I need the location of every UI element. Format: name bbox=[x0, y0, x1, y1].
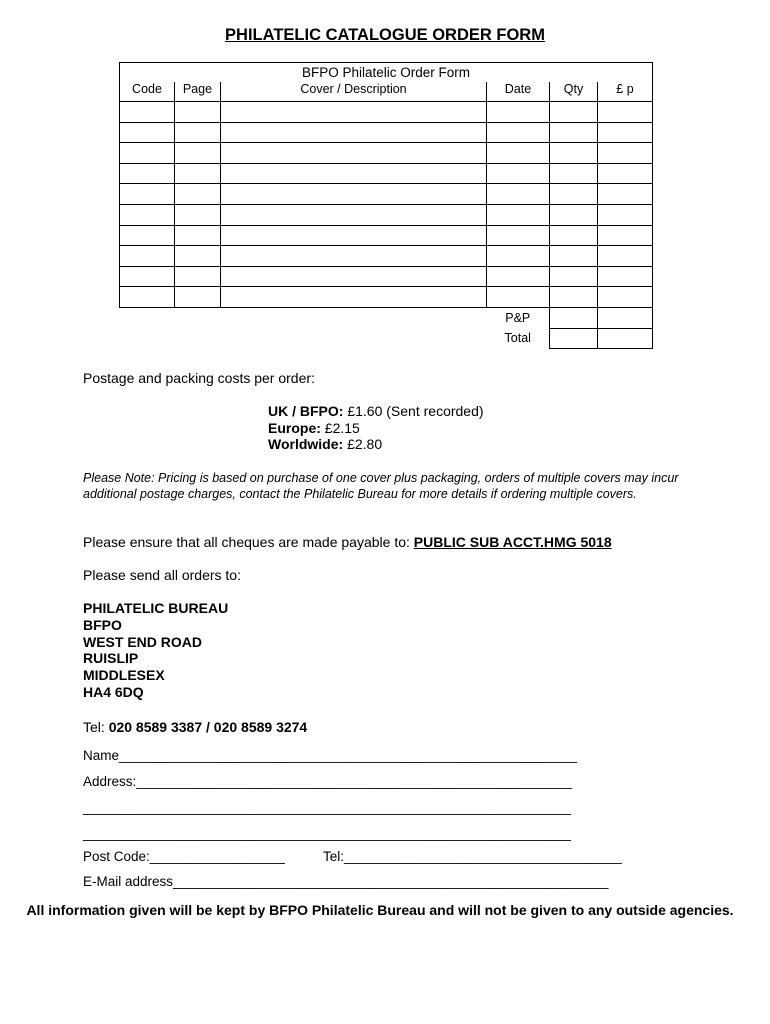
page-cell[interactable] bbox=[175, 184, 221, 205]
tel-numbers: 020 8589 3387 / 020 8589 3274 bbox=[108, 719, 308, 735]
address-line: MIDDLESEX bbox=[83, 667, 165, 684]
qty-cell[interactable] bbox=[550, 163, 598, 184]
pp-price-cell[interactable] bbox=[598, 307, 653, 328]
table-row bbox=[120, 184, 653, 205]
uk-value: £1.60 (Sent recorded) bbox=[347, 403, 484, 419]
table-row bbox=[120, 246, 653, 267]
qty-cell[interactable] bbox=[550, 287, 598, 308]
price-cell[interactable] bbox=[598, 225, 653, 246]
table-row bbox=[120, 287, 653, 308]
date-cell[interactable] bbox=[487, 143, 550, 164]
description-cell[interactable] bbox=[221, 266, 487, 287]
code-cell[interactable] bbox=[120, 266, 175, 287]
page-cell[interactable] bbox=[175, 163, 221, 184]
postcode-field[interactable]: Post Code:__________________ bbox=[83, 849, 285, 864]
description-cell[interactable] bbox=[221, 225, 487, 246]
page-cell[interactable] bbox=[175, 122, 221, 143]
worldwide-value: £2.80 bbox=[347, 436, 383, 453]
description-cell[interactable] bbox=[221, 122, 487, 143]
col-header-description: Cover / Description bbox=[221, 82, 487, 102]
qty-cell[interactable] bbox=[550, 143, 598, 164]
qty-cell[interactable] bbox=[550, 204, 598, 225]
form-title: PHILATELIC CATALOGUE ORDER FORM bbox=[225, 26, 545, 44]
code-cell[interactable] bbox=[120, 143, 175, 164]
address-line-2-field[interactable]: _________________________________________________________________ bbox=[83, 800, 572, 815]
date-cell[interactable] bbox=[487, 266, 550, 287]
price-cell[interactable] bbox=[598, 204, 653, 225]
date-cell[interactable] bbox=[487, 163, 550, 184]
price-cell[interactable] bbox=[598, 102, 653, 123]
col-header-date: Date bbox=[487, 82, 550, 102]
code-cell[interactable] bbox=[120, 246, 175, 267]
europe-value: £2.15 bbox=[324, 419, 360, 436]
col-header-code: Code bbox=[120, 82, 175, 102]
page-cell[interactable] bbox=[175, 225, 221, 246]
price-cell[interactable] bbox=[598, 266, 653, 287]
order-table bbox=[119, 62, 653, 349]
col-header-page: Page bbox=[175, 82, 221, 102]
total-label: Total bbox=[504, 331, 531, 346]
tel-field[interactable]: Tel:_____________________________________ bbox=[323, 849, 622, 864]
address-field[interactable]: Address:__________________________________________________________ bbox=[83, 774, 572, 789]
email-field[interactable]: E-Mail address__________________________________________________________ bbox=[83, 874, 609, 889]
address-line: PHILATELIC BUREAU bbox=[83, 600, 229, 616]
table-row bbox=[120, 122, 653, 143]
send-orders-text: Please send all orders to: bbox=[83, 567, 241, 583]
date-cell[interactable] bbox=[487, 122, 550, 143]
code-cell[interactable] bbox=[120, 204, 175, 225]
description-cell[interactable] bbox=[221, 102, 487, 123]
uk-label: UK / BFPO: bbox=[268, 403, 344, 419]
page-cell[interactable] bbox=[175, 266, 221, 287]
cheques-text: Please ensure that all cheques are made payable to: bbox=[83, 534, 414, 550]
address-line: HA4 6DQ bbox=[83, 683, 144, 700]
telephone-line bbox=[83, 719, 307, 735]
price-cell[interactable] bbox=[598, 184, 653, 205]
qty-cell[interactable] bbox=[550, 225, 598, 246]
table-row bbox=[120, 102, 653, 123]
code-cell[interactable] bbox=[120, 184, 175, 205]
price-cell[interactable] bbox=[598, 143, 653, 164]
postage-costs bbox=[268, 403, 484, 453]
page-cell[interactable] bbox=[175, 204, 221, 225]
qty-cell[interactable] bbox=[550, 102, 598, 123]
date-cell[interactable] bbox=[487, 225, 550, 246]
tel-label: Tel: bbox=[83, 719, 109, 735]
order-rows bbox=[120, 102, 653, 308]
description-cell[interactable] bbox=[221, 287, 487, 308]
table-row bbox=[120, 225, 653, 246]
bureau-address bbox=[83, 600, 228, 701]
description-cell[interactable] bbox=[221, 204, 487, 225]
code-cell[interactable] bbox=[120, 122, 175, 143]
code-cell[interactable] bbox=[120, 287, 175, 308]
pp-qty-cell[interactable] bbox=[550, 307, 598, 328]
address-line: RUISLIP bbox=[83, 650, 139, 667]
code-cell[interactable] bbox=[120, 102, 175, 123]
table-row bbox=[120, 163, 653, 184]
table-row bbox=[120, 266, 653, 287]
address-line: BFPO bbox=[83, 616, 122, 633]
col-header-price: £ p bbox=[598, 82, 653, 102]
qty-cell[interactable] bbox=[550, 122, 598, 143]
description-cell[interactable] bbox=[221, 143, 487, 164]
cheques-line bbox=[83, 534, 612, 550]
table-caption: BFPO Philatelic Order Form bbox=[120, 63, 653, 83]
pricing-note: Please Note: Pricing is based on purchase of one cover plus packaging, orders of multiple covers may incur additional postage charges, contact the Philatelic Bureau for more details if ordering multiple covers. bbox=[83, 471, 679, 501]
date-cell[interactable] bbox=[487, 204, 550, 225]
table-row bbox=[120, 204, 653, 225]
price-cell[interactable] bbox=[598, 246, 653, 267]
qty-cell[interactable] bbox=[550, 266, 598, 287]
page-cell[interactable] bbox=[175, 246, 221, 267]
address-line-3-field[interactable]: _________________________________________________________________ bbox=[83, 826, 572, 841]
code-cell[interactable] bbox=[120, 163, 175, 184]
page-cell[interactable] bbox=[175, 102, 221, 123]
postage-heading: Postage and packing costs per order: bbox=[83, 370, 315, 386]
worldwide-label: Worldwide: bbox=[268, 436, 344, 453]
date-cell[interactable] bbox=[487, 287, 550, 308]
cheques-payee: PUBLIC SUB ACCT.HMG 5018 bbox=[413, 534, 612, 550]
total-qty-cell[interactable] bbox=[550, 328, 598, 349]
description-cell[interactable] bbox=[221, 246, 487, 267]
price-cell[interactable] bbox=[598, 122, 653, 143]
price-cell[interactable] bbox=[598, 287, 653, 308]
page-cell[interactable] bbox=[175, 143, 221, 164]
table-row bbox=[120, 143, 653, 164]
europe-label: Europe: bbox=[268, 419, 321, 436]
qty-cell[interactable] bbox=[550, 184, 598, 205]
date-cell[interactable] bbox=[487, 246, 550, 267]
date-cell[interactable] bbox=[487, 184, 550, 205]
code-cell[interactable] bbox=[120, 225, 175, 246]
date-cell[interactable] bbox=[487, 102, 550, 123]
page-cell[interactable] bbox=[175, 287, 221, 308]
qty-cell[interactable] bbox=[550, 246, 598, 267]
description-cell[interactable] bbox=[221, 184, 487, 205]
description-cell[interactable] bbox=[221, 163, 487, 184]
name-field[interactable]: Name_____________________________________________________________ bbox=[83, 748, 578, 763]
col-header-qty: Qty bbox=[550, 82, 598, 102]
total-price-cell[interactable] bbox=[598, 328, 653, 349]
pp-label: P&P bbox=[505, 310, 531, 325]
address-line: WEST END ROAD bbox=[83, 633, 202, 650]
price-cell[interactable] bbox=[598, 163, 653, 184]
privacy-footer: All information given will be kept by BFPO Philatelic Bureau and will not be given to any outside agencies. bbox=[26, 902, 734, 918]
